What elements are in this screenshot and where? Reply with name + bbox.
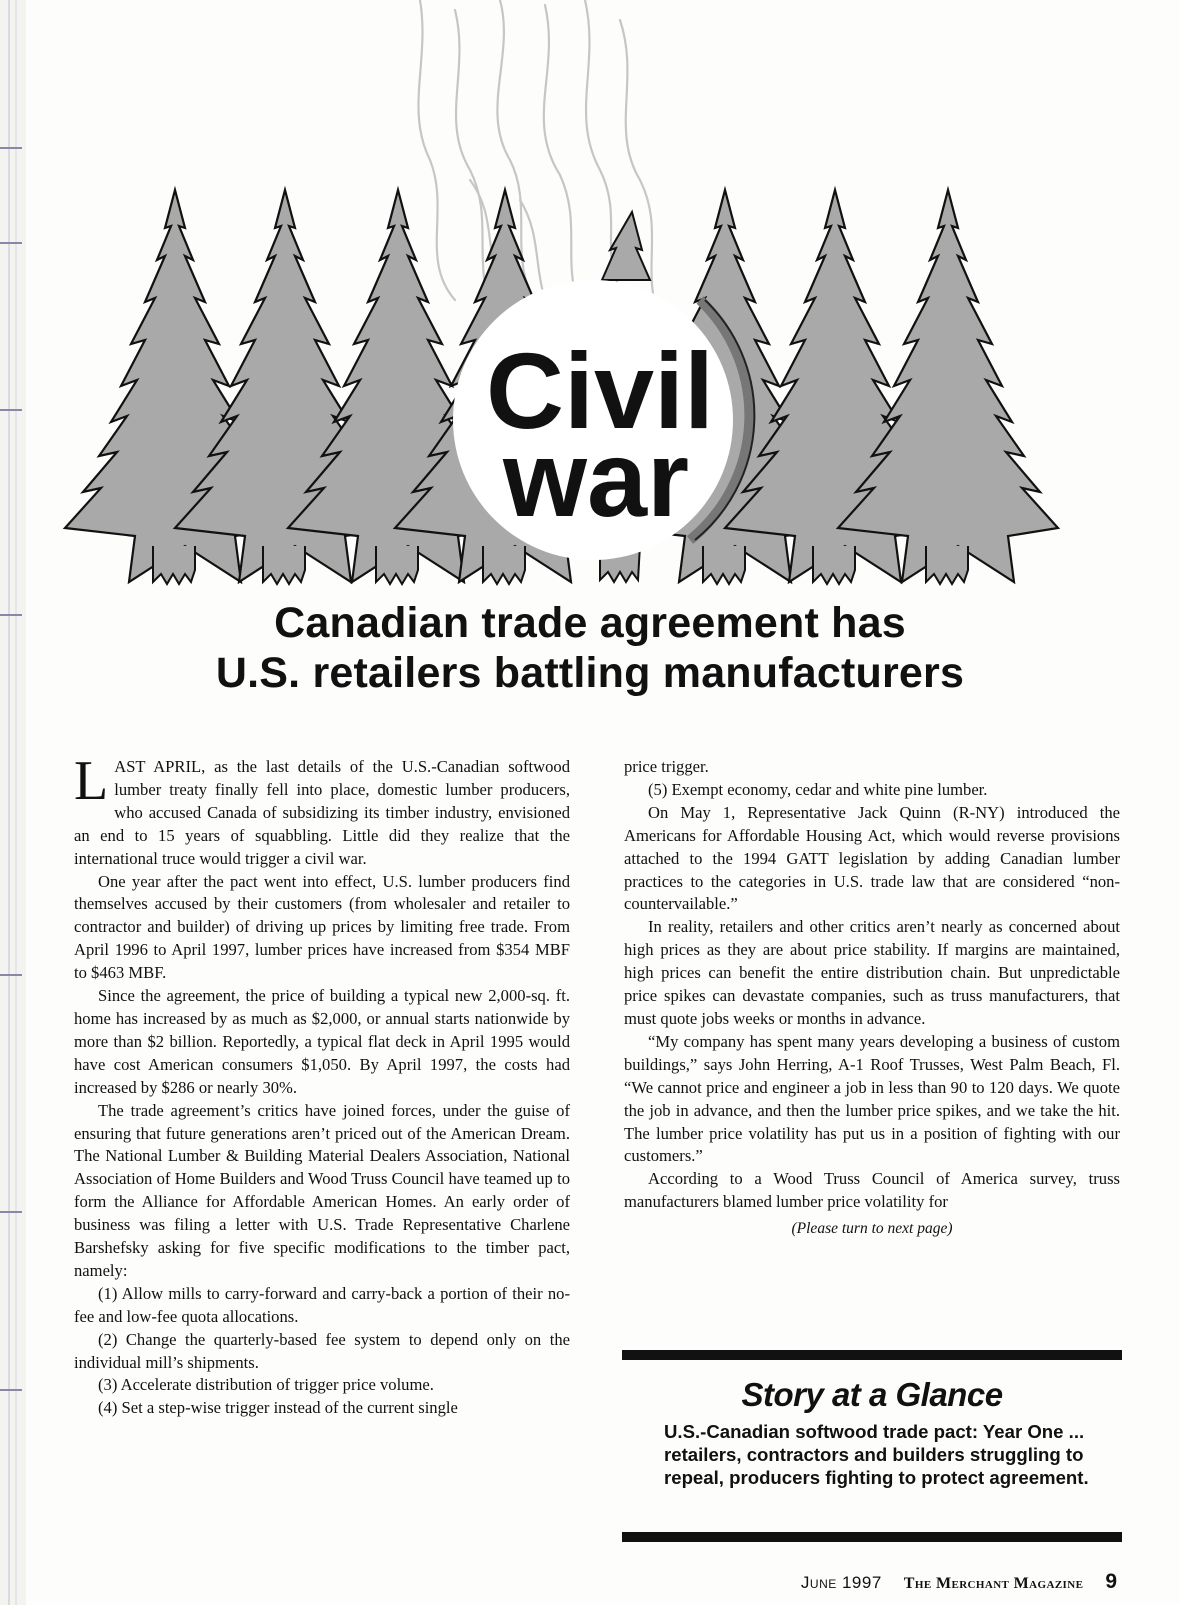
headline-line-2: U.S. retailers battling manufacturers	[215, 649, 965, 697]
article-paragraph: price trigger.	[624, 757, 709, 776]
list-item: (1) Allow mills to carry-forward and carry-back a portion of their no-fee and low-fee quota allocations.	[74, 1283, 570, 1326]
article-column-right	[624, 756, 1120, 1241]
issue-date: June 1997	[800, 1573, 882, 1592]
article-paragraph: In reality, retailers and other critics aren’t nearly as concerned about high prices as they are about price stability. If margins are maintained, high prices can benefit the entire distribution chain. But unpredictable price spikes can devastate companies, such as truss manufacturers, that must quote jobs weeks or months in advance.	[624, 917, 1120, 1028]
page-number: 9	[1105, 1570, 1117, 1593]
list-item: (4) Set a step-wise trigger instead of the current single	[98, 1398, 458, 1418]
art-title-line2: war	[502, 418, 690, 539]
story-at-a-glance-box	[622, 1350, 1122, 1542]
article-paragraph: Since the agreement, the price of building a typical new 2,000-sq. ft. home has increased by as much as $2,000, or annual starts nationwide by more than $2 billion. Reportedly, a typical flat deck in April 1995 would have cost American consumers $1,050. By April 1997, the costs had increased by $286 or nearly 30%.	[74, 986, 570, 1097]
list-item: (5) Exempt economy, cedar and white pine lumber.	[648, 779, 988, 799]
glance-body: U.S.-Canadian softwood trade pact: Year One ... retailers, contractors and builders struggling to repeal, producers fighting to protect agreement.	[664, 1421, 1089, 1488]
art-title-line1: Civil	[485, 330, 715, 451]
divider	[622, 1532, 1122, 1542]
article-paragraph: The trade agreement’s critics have joined forces, under the guise of ensuring that future generations aren’t priced out of the American Dream. The National Lumber & Building Material Dealers Association, National Association of Home Builders and Wood Truss Council have teamed up to form the Alliance for Affordable American Homes. An early order of business was filing a letter with U.S. Trade Representative Charlene Barshefsky asking for five specific modifications to the timber pact, namely:	[74, 1100, 570, 1280]
civil-war-tree-illustration	[0, 0, 1179, 600]
divider	[622, 1350, 1122, 1360]
glance-title: Story at a Glance	[741, 1376, 1003, 1413]
article-headline	[60, 598, 1120, 698]
list-item: (3) Accelerate distribution of trigger price volume.	[98, 1375, 434, 1395]
magazine-name: The Merchant Magazine	[903, 1575, 1084, 1592]
list-item: (2) Change the quarterly-based fee system to depend only on the individual mill’s shipments.	[74, 1329, 570, 1372]
article-column-left	[74, 750, 570, 1420]
article-paragraph: According to a Wood Truss Council of America survey, truss manufacturers blamed lumber price volatility for	[624, 1169, 1120, 1212]
headline-line-1: Canadian trade agreement has	[274, 599, 906, 647]
article-paragraph: One year after the pact went into effect, U.S. lumber producers find themselves accused by their customers (from wholesaler and retailer to contractor and builder) of driving up prices by limiting free trade. From April 1996 to April 1997, lumber prices have increased from $354 MBF to $463 MBF.	[74, 871, 570, 983]
page-footer	[801, 1570, 1117, 1594]
article-paragraph: On May 1, Representative Jack Quinn (R-NY) introduced the Americans for Affordable Housing Act, which would reverse provisions attached to the 1994 GATT legislation by adding Canadian lumber practices to the categories in U.S. trade law that are considered “non-countervailable.”	[624, 802, 1120, 914]
drop-cap: L	[74, 750, 109, 812]
article-paragraph: LAST APRIL, as the last details of the U.S.-Canadian softwood lumber treaty finally fell into place, domestic lumber producers, who accused Canada of subsidizing its timber industry, envisioned an end to 15 years of squabbling. Little did they realize that the international truce would trigger a civil war.	[74, 750, 570, 868]
continued-note: (Please turn to next page)	[791, 1220, 953, 1238]
article-paragraph: “My company has spent many years developing a business of custom buildings,” says John Herring, A-1 Roof Trusses, West Palm Beach, Fl. “We cannot price and engineer a job in less than 90 to 120 days. We quote the job in advance, and then the lumber price spikes, and we take the hit. The lumber price volatility has put us in a position of fighting with our customers.”	[624, 1031, 1120, 1166]
